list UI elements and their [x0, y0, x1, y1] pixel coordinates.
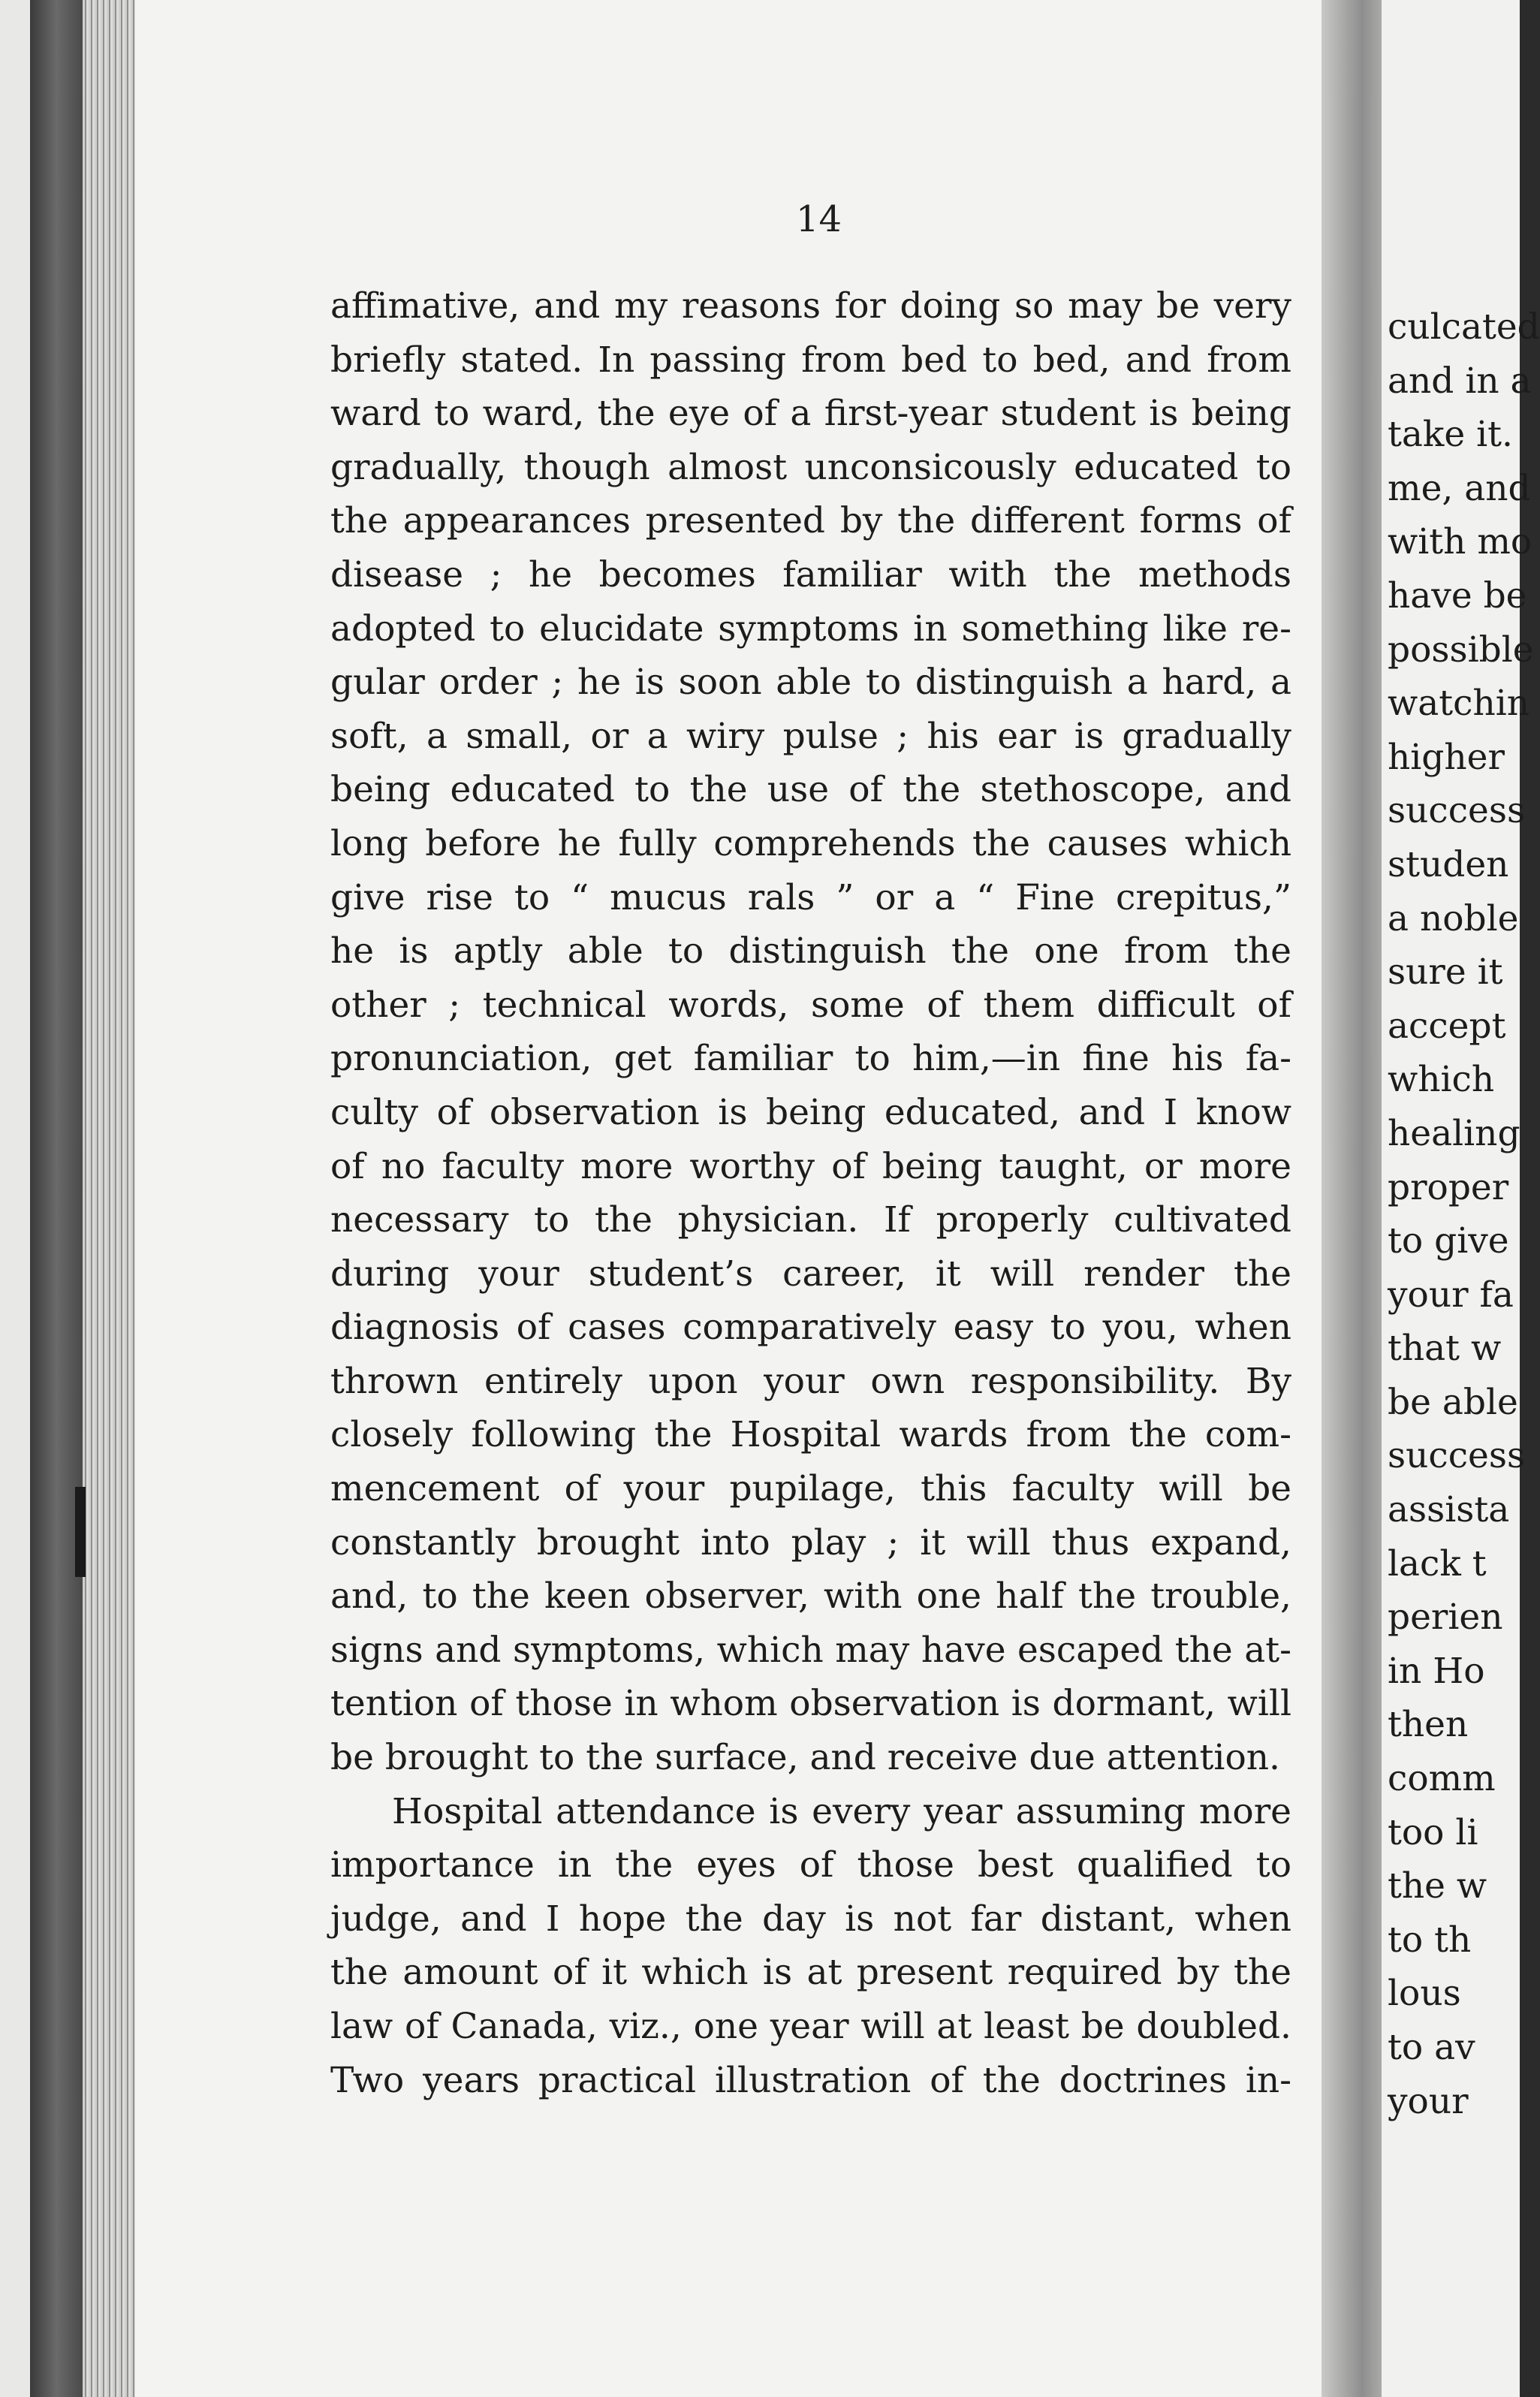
text-line: culcated: [1388, 306, 1540, 348]
text-line: have be: [1388, 574, 1527, 617]
text-line: then: [1388, 1704, 1469, 1746]
text-line: take it.: [1388, 414, 1514, 456]
text-line: and in a: [1388, 360, 1532, 402]
text-line: a noble: [1388, 897, 1519, 939]
text-line: lous: [1388, 1973, 1461, 2015]
text-line: give rise to “ mucus rals ” or a “ Fine crepitus,”: [330, 876, 1291, 918]
text-line: tention of those in whom observation is dormant, will: [330, 1683, 1291, 1725]
text-line: and, to the keen observer, with one half the trouble,: [330, 1575, 1291, 1618]
text-line: signs and symptoms, which may have escaped the at-: [330, 1629, 1291, 1671]
text-line: healing: [1388, 1112, 1520, 1154]
text-line: your fa: [1388, 1274, 1514, 1316]
text-line: gular order ; he is soon able to distinguish a hard, a: [330, 662, 1291, 704]
text-line: watchin: [1388, 683, 1530, 725]
text-line: accept: [1388, 1005, 1506, 1047]
text-line: culty of observation is being educated, and I know: [330, 1091, 1291, 1133]
text-line: in Ho: [1388, 1650, 1485, 1692]
right-page-text: [1388, 300, 1540, 2128]
text-line: other ; technical words, some of them difficult of: [330, 984, 1291, 1026]
text-line: Hospital attendance is every year assuming more: [392, 1790, 1291, 1832]
text-line: which: [1388, 1059, 1495, 1101]
text-line: being educated to the use of the stethoscope, and: [330, 769, 1291, 811]
text-line: of no faculty more worthy of being taught, or more: [330, 1145, 1291, 1187]
text-line: lack t: [1388, 1542, 1487, 1584]
text-line: too li: [1388, 1811, 1478, 1853]
text-line: the w: [1388, 1865, 1487, 1907]
page-number: 14: [796, 198, 842, 240]
text-line: thrown entirely upon your own responsibility. By: [330, 1360, 1291, 1402]
page-text: [330, 279, 1291, 2107]
text-line: me, and: [1388, 467, 1531, 509]
text-line: constantly brought into play ; it will thus expand,: [330, 1521, 1291, 1563]
book-spine: [0, 0, 30, 2397]
text-line: law of Canada, viz., one year will at least be doubled.: [330, 2006, 1291, 2047]
text-line: studen: [1388, 843, 1509, 885]
text-line: judge, and I hope the day is not far distant, when: [330, 1898, 1291, 1940]
text-line: mencement of your pupilage, this faculty will be: [330, 1468, 1291, 1510]
text-line: Two years practical illustration of the doctrines in-: [330, 2059, 1291, 2101]
text-line: gradually, though almost unconsicously educated to: [330, 446, 1291, 488]
text-line: that w: [1388, 1328, 1502, 1370]
text-line: during your student’s career, it will render the: [330, 1253, 1291, 1295]
text-line: disease ; he becomes familiar with the methods: [330, 553, 1291, 595]
text-line: long before he fully comprehends the causes which: [330, 822, 1291, 864]
text-line: he is aptly able to distinguish the one from the: [330, 930, 1291, 972]
text-line: pronunciation, get familiar to him,—in fine his fa-: [330, 1038, 1291, 1080]
text-line: be able: [1388, 1381, 1518, 1423]
text-line: briefly stated. In passing from bed to bed, and from: [330, 339, 1291, 381]
page-edges: [83, 0, 135, 2397]
margin-mark: [75, 1487, 86, 1577]
text-line: your: [1388, 2080, 1469, 2122]
book-binding-shadow: [30, 0, 83, 2397]
page-gutter: [1322, 0, 1389, 2397]
text-line: perien: [1388, 1596, 1503, 1639]
text-line: importance in the eyes of those best qualified to: [330, 1844, 1291, 1886]
text-line: possible: [1388, 629, 1534, 671]
text-line: affimative, and my reasons for doing so may be very: [330, 285, 1291, 327]
text-line: to th: [1388, 1919, 1472, 1961]
text-line: the appearances presented by the different forms of: [330, 500, 1291, 542]
text-line: necessary to the physician. If properly cultivated: [330, 1199, 1291, 1241]
text-line: sure it: [1388, 951, 1503, 993]
text-line: diagnosis of cases comparatively easy to you, when: [330, 1307, 1291, 1349]
text-line: assista: [1388, 1489, 1510, 1531]
text-line: to av: [1388, 2027, 1475, 2068]
text-line: adopted to elucidate symptoms in something like re-: [330, 608, 1291, 650]
text-line: comm: [1388, 1758, 1496, 1800]
text-line: soft, a small, or a wiry pulse ; his ear is gradually: [330, 715, 1291, 757]
text-line: proper: [1388, 1166, 1509, 1208]
text-line: ward to ward, the eye of a first-year student is being: [330, 393, 1291, 435]
text-line: with mo: [1388, 521, 1532, 563]
text-line: closely following the Hospital wards from the com-: [330, 1414, 1291, 1456]
text-line: success: [1388, 1435, 1526, 1477]
text-line: to give: [1388, 1220, 1509, 1262]
text-line: success: [1388, 790, 1526, 832]
text-line: higher: [1388, 736, 1505, 778]
text-line: the amount of it which is at present required by the: [330, 1952, 1291, 1994]
text-line: be brought to the surface, and receive due attention.: [330, 1737, 1280, 1779]
